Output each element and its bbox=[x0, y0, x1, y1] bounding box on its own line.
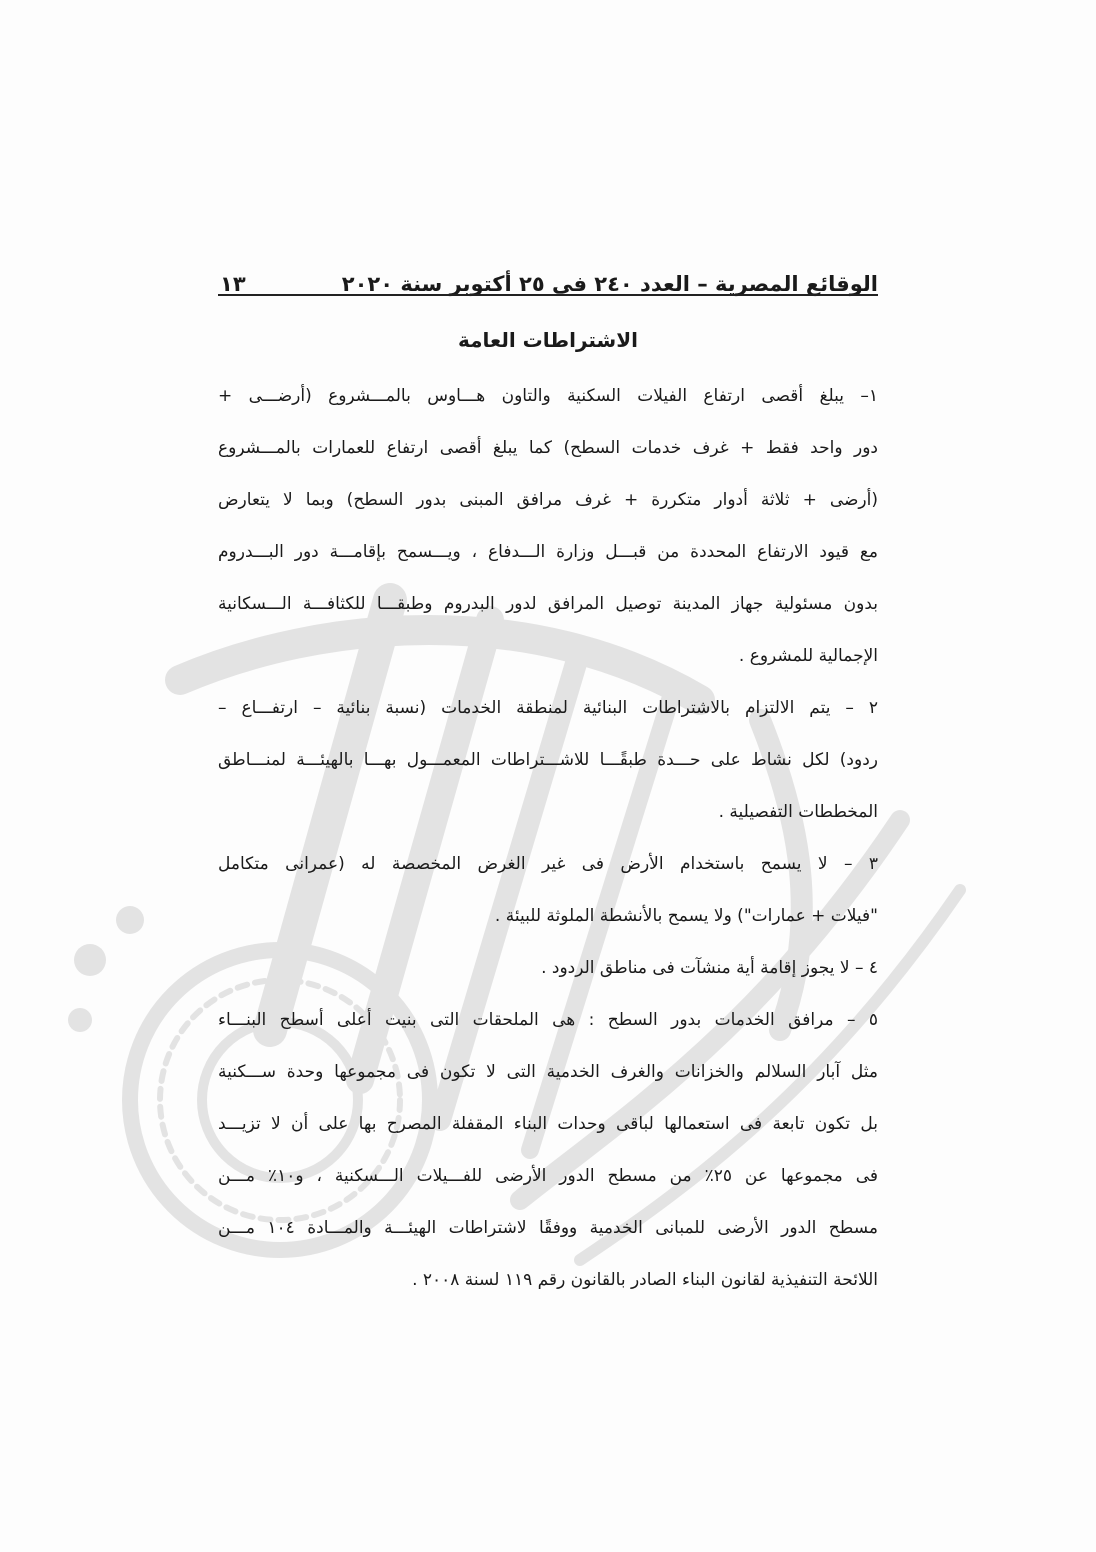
text-line: مسطح الدور الأرضى للمبانى الخدمية ووفقًا لاشتراطات الهيئـــة والمـــادة ١٠٤ مـــن bbox=[218, 1218, 878, 1238]
text-line: دور واحد فقط + غرف خدمات السطح) كما يبلغ أقصى ارتفاع للعمارات بالمـــشروع bbox=[218, 438, 878, 458]
text-line: الإجمالية للمشروع . bbox=[738, 646, 878, 666]
text-line: ٥ – مرافق الخدمات بدور السطح : هى الملحقات التى بنيت أعلى أسطح البنـــاء bbox=[218, 1010, 878, 1030]
running-title: الوقائع المصرية – العدد ٢٤٠ فى ٢٥ أكتوبر سنة ٢٠٢٠ bbox=[341, 272, 878, 296]
text-line: اللائحة التنفيذية لقانون البناء الصادر بالقانون رقم ١١٩ لسنة ٢٠٠٨ . bbox=[412, 1270, 878, 1290]
text-line: مثل آبار السلالم والخزانات والغرف الخدمية التى لا تكون فى مجموعها وحدة ســـكنية bbox=[218, 1062, 878, 1082]
text-line: (أرضى + ثلاثة أدوار متكررة + غرف مرافق المبنى بدور السطح) وبما لا يتعارض bbox=[218, 490, 878, 510]
text-line: "فيلات + عمارات") ولا يسمح بالأنشطة الملوثة للبيئة . bbox=[494, 906, 878, 926]
text-line: ١– يبلغ أقصى ارتفاع الفيلات السكنية والتاون هـــاوس بالمـــشروع (أرضـــى + bbox=[218, 386, 878, 406]
text-line: مع قيود الارتفاع المحددة من قبـــل وزارة الـــدفاع ، ويـــسمح بإقامـــة دور البـــدروم bbox=[218, 542, 878, 562]
header-rule bbox=[218, 294, 878, 296]
page-number: ١٣ bbox=[220, 272, 246, 296]
text-line: المخططات التفصيلية . bbox=[718, 802, 878, 822]
text-line: ٣ – لا يسمح باستخدام الأرض فى غير الغرض المخصصة له (عمرانى متكامل bbox=[218, 854, 878, 874]
running-header bbox=[218, 252, 878, 296]
text-line: فى مجموعها عن ٢٥٪ من مسطح الدور الأرضى للفـــيلات الـــسكنية ، و١٠٪ مـــن bbox=[218, 1166, 878, 1186]
text-line: بل تكون تابعة فى استعمالها لباقى وحدات البناء المقفلة المصرح بها على أن لا تزيـــد bbox=[218, 1114, 878, 1134]
text-line: ٢ – يتم الالتزام بالاشتراطات البنائية لمنطقة الخدمات (نسبة بنائية – ارتفـــاع – bbox=[218, 698, 878, 718]
text-line: ٤ – لا يجوز إقامة أية منشآت فى مناطق الردود . bbox=[541, 958, 878, 978]
body-text bbox=[218, 370, 878, 1306]
section-title: الاشتراطات العامة bbox=[458, 328, 638, 352]
text-line: بدون مسئولية جهاز المدينة توصيل المرافق لدور البدروم وطبقـــا للكثافـــة الـــسكانية bbox=[218, 594, 878, 614]
text-line: ردود) لكل نشاط على حـــدة طبقًـــا للاشـــتراطات المعمـــول بهـــا بالهيئـــة لمنـــاطق bbox=[218, 750, 878, 770]
